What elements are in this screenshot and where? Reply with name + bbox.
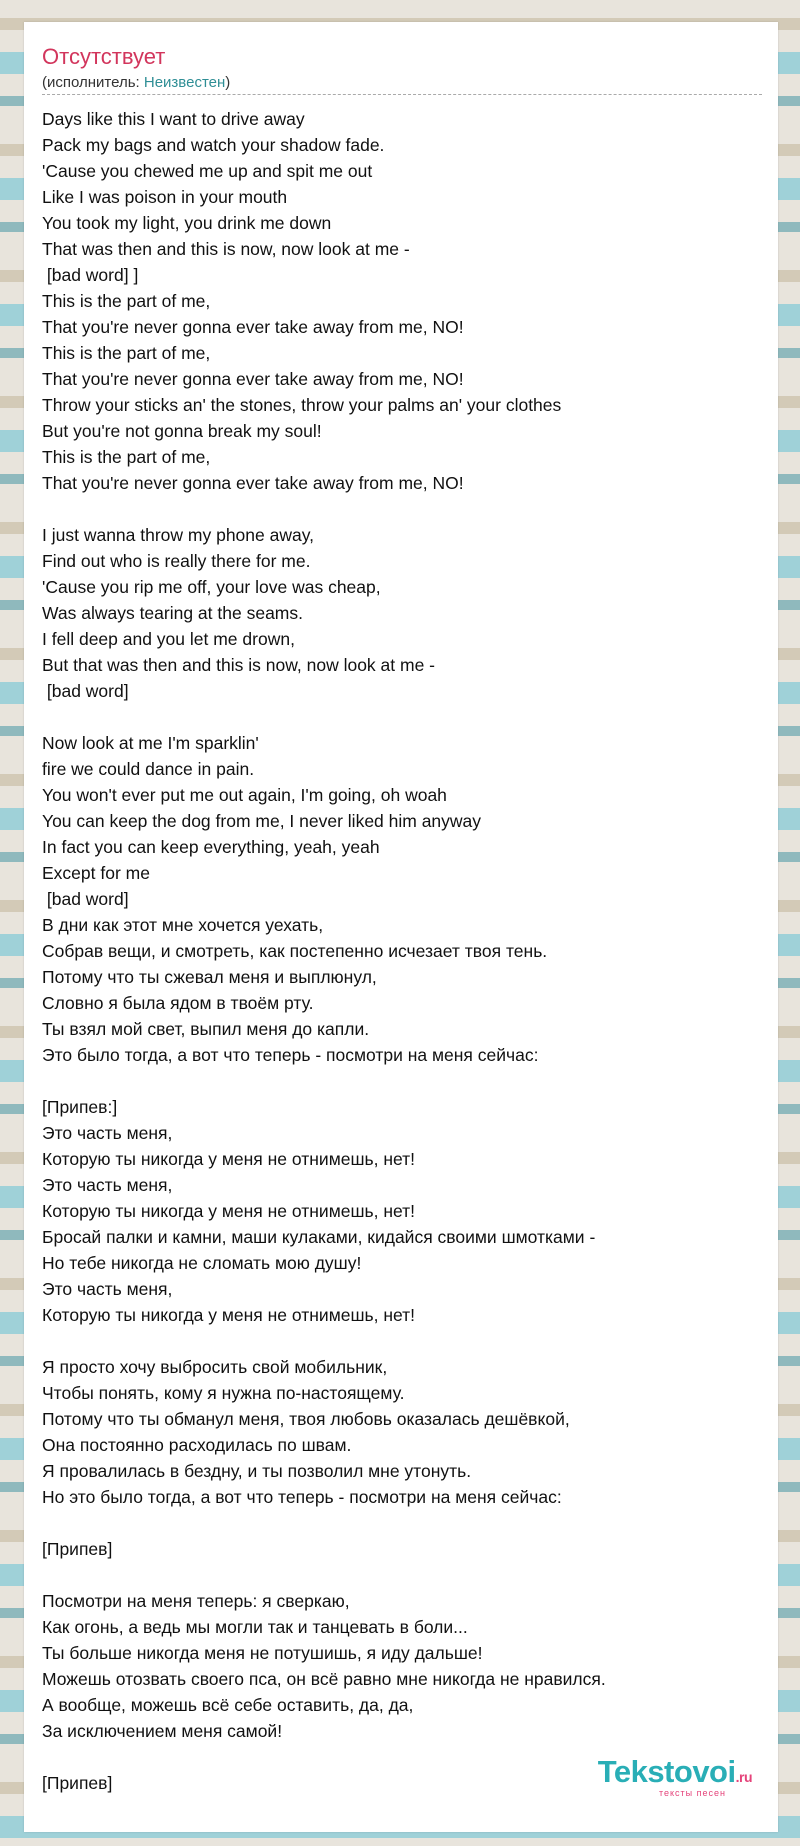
lyrics-line: Но это было тогда, а вот что теперь - посмотри на меня сейчас: [42,1487,562,1507]
lyrics-blank-line [42,1328,762,1354]
lyrics-line: Это часть меня, [42,1123,173,1143]
lyrics-line: [bad word] [42,889,129,909]
lyrics-line: That you're never gonna ever take away from me, NO! [42,317,464,337]
lyrics-line: Это часть меня, [42,1175,173,1195]
lyrics-line: Потому что ты сжевал меня и выплюнул, [42,967,377,987]
lyrics-line: Собрав вещи, и смотреть, как постепенно исчезает твоя тень. [42,941,548,961]
lyrics-line: А вообще, можешь всё себе оставить, да, да, [42,1695,414,1715]
lyrics-line: Ты взял мой свет, выпил меня до капли. [42,1019,370,1039]
logo-tagline: тексты песен [658,1788,726,1798]
lyrics-line: Которую ты никогда у меня не отнимешь, нет! [42,1149,416,1169]
lyrics-text [42,106,762,1796]
lyrics-line: Бросай палки и камни, маши кулаками, кидайся своими шмотками - [42,1227,596,1247]
lyrics-line: But that was then and this is now, now look at me - [42,655,435,675]
lyrics-line: В дни как этот мне хочется уехать, [42,915,324,935]
lyrics-line: [bad word] [42,681,129,701]
lyrics-line: Но тебе никогда не сломать мою душу! [42,1253,362,1273]
lyrics-line: I just wanna throw my phone away, [42,525,315,545]
lyrics-line: Days like this I want to drive away [42,109,305,129]
lyrics-line: [Припев] [42,1773,113,1793]
logo-name: Tekstovoi [597,1754,736,1789]
lyrics-line: You can keep the dog from me, I never liked him anyway [42,811,482,831]
lyrics-blank-line [42,1562,762,1588]
lyrics-line: In fact you can keep everything, yeah, yeah [42,837,380,857]
lyrics-blank-line [42,1510,762,1536]
lyrics-line: Like I was poison in your mouth [42,187,288,207]
lyrics-line: Ты больше никогда меня не потушишь, я иду дальше! [42,1643,483,1663]
lyrics-line: Это было тогда, а вот что теперь - посмотри на меня сейчас: [42,1045,539,1065]
lyrics-line: Я провалилась в бездну, и ты позволил мне утонуть. [42,1461,472,1481]
lyrics-line: Was always tearing at the seams. [42,603,303,623]
lyrics-line: Pack my bags and watch your shadow fade. [42,135,385,155]
artist-link[interactable]: Неизвестен [143,74,226,91]
lyrics-line: This is the part of me, [42,447,211,467]
site-logo[interactable] [598,1756,752,1798]
lyrics-line: Потому что ты обманул меня, твоя любовь оказалась дешёвкой, [42,1409,570,1429]
lyrics-line: Она постоянно расходилась по швам. [42,1435,352,1455]
lyrics-blank-line [42,1068,762,1094]
artist-prefix: (исполнитель: [42,74,144,91]
lyrics-blank-line [42,704,762,730]
lyrics-line: [Припев:] [42,1097,118,1117]
lyrics-line: But you're not gonna break my soul! [42,421,322,441]
header-divider [42,94,762,95]
lyrics-line: Except for me [42,863,150,883]
artist-suffix: ) [225,74,231,91]
lyrics-line: You took my light, you drink me down [42,213,332,233]
lyrics-line: Которую ты никогда у меня не отнимешь, нет! [42,1201,416,1221]
lyrics-line: Now look at me I'm sparklin' [42,733,259,753]
lyrics-line: Я просто хочу выбросить свой мобильник, [42,1357,388,1377]
lyrics-line: Как огонь, а ведь мы могли так и танцевать в боли... [42,1617,468,1637]
lyrics-line: Которую ты никогда у меня не отнимешь, нет! [42,1305,416,1325]
lyrics-line: fire we could dance in pain. [42,759,255,779]
lyrics-line: That you're never gonna ever take away from me, NO! [42,369,464,389]
lyrics-line: Чтобы понять, кому я нужна по-настоящему. [42,1383,405,1403]
lyrics-line: За исключением меня самой! [42,1721,283,1741]
lyrics-line: That you're never gonna ever take away from me, NO! [42,473,464,493]
lyrics-line: Посмотри на меня теперь: я сверкаю, [42,1591,350,1611]
song-title: Отсутствует [42,44,166,69]
artist-line [42,74,230,91]
lyrics-line: 'Cause you chewed me up and spit me out [42,161,373,181]
lyrics-line: This is the part of me, [42,291,211,311]
lyrics-line: [Припев] [42,1539,113,1559]
lyrics-line: 'Cause you rip me off, your love was cheap, [42,577,381,597]
lyrics-line: This is the part of me, [42,343,211,363]
lyrics-line: Можешь отозвать своего пса, он всё равно мне никогда не нравился. [42,1669,606,1689]
logo-tld: .ru [735,1769,752,1785]
lyrics-line: I fell deep and you let me drown, [42,629,295,649]
lyrics-line: Это часть меня, [42,1279,173,1299]
lyrics-blank-line [42,496,762,522]
lyrics-line: [bad word] ] [42,265,139,285]
lyrics-line: Find out who is really there for me. [42,551,311,571]
lyrics-line: That was then and this is now, now look at me - [42,239,410,259]
lyrics-line: Словно я была ядом в твоём рту. [42,993,314,1013]
lyrics-card [24,22,778,1832]
lyrics-line: Throw your sticks an' the stones, throw your palms an' your clothes [42,395,562,415]
lyrics-line: You won't ever put me out again, I'm going, oh woah [42,785,447,805]
